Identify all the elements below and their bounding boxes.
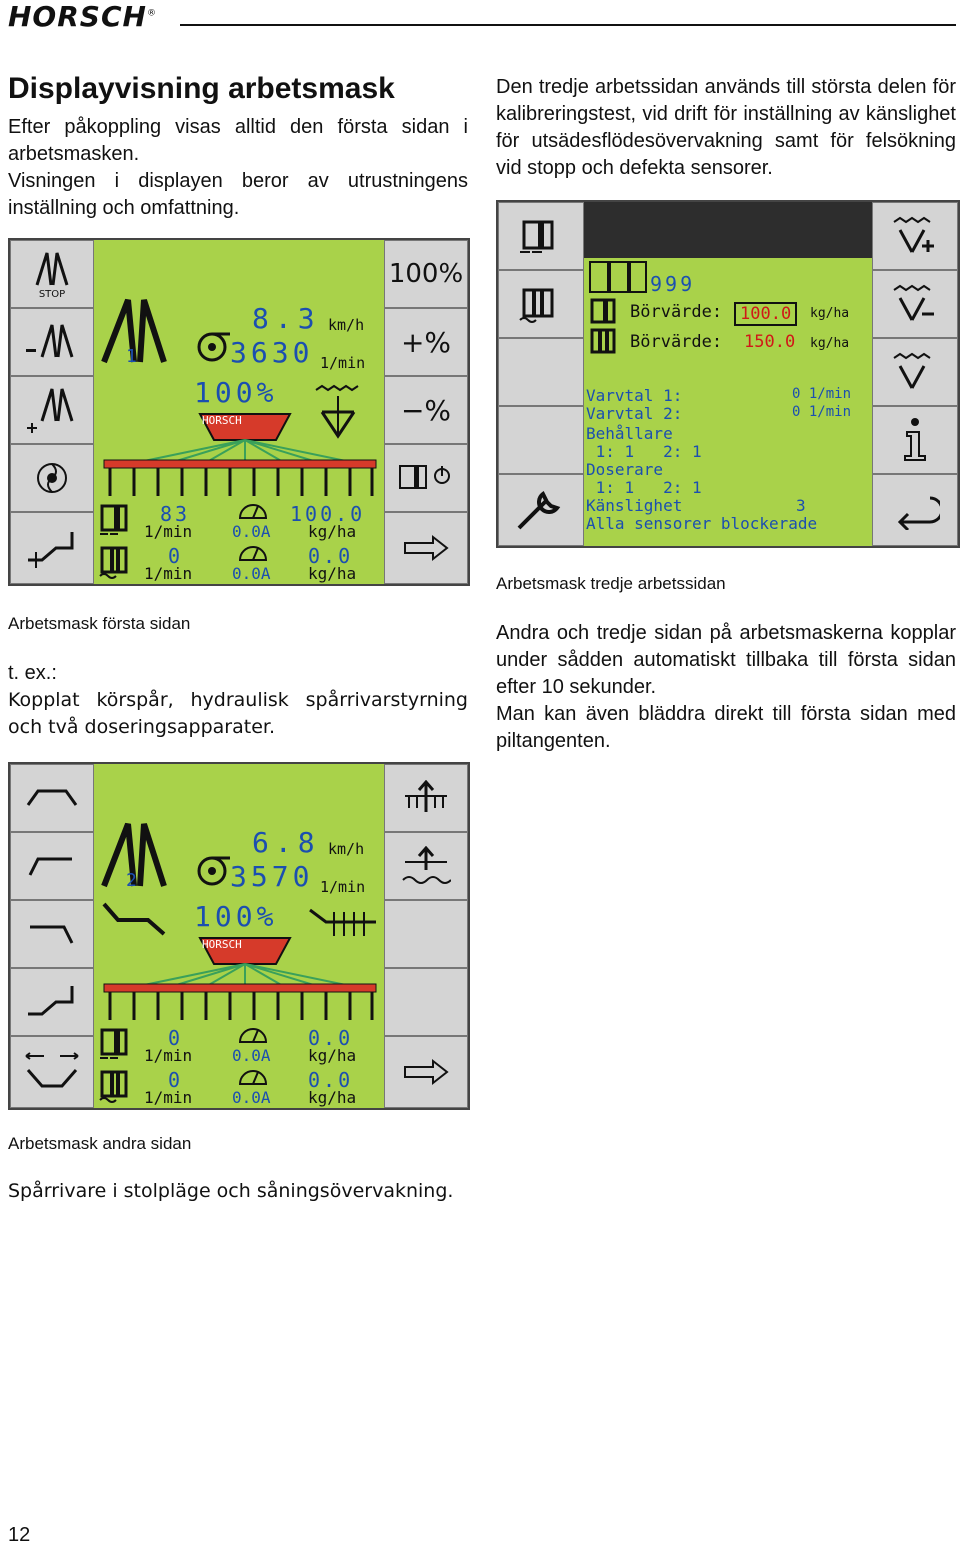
intro-paragraph-2: Visningen i displayen beror av utrustningens inställning och omfattning. — [8, 170, 468, 219]
metering-unit-1-icon — [98, 502, 138, 538]
blower-icon — [192, 330, 232, 364]
metering-1-rate: 0.0 — [308, 1026, 354, 1050]
next-page-button[interactable] — [384, 512, 468, 584]
metering-2-small-icon — [588, 328, 628, 358]
seed-monitor-button[interactable] — [872, 338, 958, 406]
sensitivity-value: 3 — [796, 496, 806, 515]
tramline-minus-icon — [22, 317, 82, 367]
horsch-logo: HORSCH® — [8, 0, 157, 33]
seed-monitor-ground-button[interactable] — [384, 832, 468, 900]
page-number: 12 — [8, 1524, 31, 1546]
metering-2-rpm: 0 — [168, 1068, 181, 1092]
metering-2-rpm: 0 — [168, 544, 181, 568]
marker-both-up-icon — [22, 783, 82, 813]
metering-2-rpm-unit: 1/min — [144, 1088, 193, 1107]
marker-fold-button[interactable] — [10, 1036, 94, 1108]
marker-both-up-button[interactable] — [10, 764, 94, 832]
metering-2-rate-unit: kg/ha — [308, 1088, 357, 1107]
counter-value: 999 — [650, 272, 696, 296]
screen-third-page — [496, 200, 960, 548]
seed-monitor-icon — [890, 352, 940, 392]
dosing-values: 1: 1 2: 1 — [586, 478, 702, 497]
wrench-icon — [513, 486, 569, 534]
metering-unit-2-icon — [98, 544, 138, 580]
right-body — [496, 620, 956, 755]
info-button[interactable] — [872, 406, 958, 474]
metering-1-rpm-unit: 1/min — [144, 1046, 193, 1065]
speed-1-label: Varvtal 1: — [586, 386, 683, 405]
marker-side-button[interactable] — [10, 968, 94, 1036]
metering-1-rate-unit: kg/ha — [308, 522, 357, 541]
empty-button-2[interactable] — [498, 406, 584, 474]
right-intro-paragraph: Den tredje arbetssidan används till största delen för kalibreringstest, vid drift för inställning av känslighet för utsädesflödesövervakning samt för felsökning vid stopp och defekta sensorer. — [496, 76, 956, 179]
metering-2-rate: 0.0 — [308, 1068, 354, 1092]
dosing-label: Doserare — [586, 460, 664, 479]
machine-label: HORSCH — [202, 938, 242, 951]
rate-percent: 100% — [194, 376, 278, 409]
empty-button-3[interactable] — [384, 900, 468, 968]
tramline-plus-icon — [22, 385, 82, 435]
tramline-icon — [27, 249, 77, 289]
caption-first-page: Arbetsmask första sidan — [8, 614, 191, 633]
setpoint-2-label: Börvärde: — [630, 332, 723, 352]
fan-button[interactable] — [10, 444, 94, 512]
metering-1-rate-unit: kg/ha — [308, 1046, 357, 1065]
screen-second-page — [8, 762, 470, 1110]
info-icon — [895, 416, 935, 464]
track-number: 1 — [126, 346, 137, 367]
speed-value: 6.8 — [252, 826, 321, 859]
seed-monitor-toggle-button[interactable] — [384, 764, 468, 832]
empty-button-4[interactable] — [384, 968, 468, 1036]
setpoint-1-value[interactable]: 100.0 — [734, 302, 797, 326]
metering-2-rate-unit: kg/ha — [308, 564, 357, 583]
sensor-status: Alla sensorer blockerade — [586, 514, 818, 533]
marker-left-up-button[interactable] — [10, 832, 94, 900]
lcd-display-2 — [94, 764, 384, 1108]
metering-2-current: 0.0A — [232, 1088, 271, 1107]
metering-1-rpm-unit: 1/min — [144, 522, 193, 541]
machine-label: HORSCH — [202, 414, 242, 427]
rate-100-button[interactable]: 100% — [384, 240, 468, 308]
metering-1-button[interactable] — [498, 202, 584, 270]
lcd-top-strip — [584, 202, 872, 258]
track-number: 2 — [126, 870, 137, 891]
right-body-paragraph-2: Man kan även bläddra direkt till första sidan med piltangenten. — [496, 703, 956, 752]
fan-icon — [32, 458, 72, 498]
rate-percent: 100% — [194, 900, 278, 933]
tank-label: Behållare — [586, 424, 673, 443]
first-page-desc — [8, 660, 468, 741]
screen-first-page — [8, 238, 470, 586]
setpoint-2-unit: kg/ha — [810, 336, 850, 351]
tramline-minus-button[interactable] — [10, 308, 94, 376]
metering-unit-1-icon — [98, 1026, 138, 1062]
second-page-desc — [8, 1178, 468, 1205]
blower-rpm-value: 3630 — [230, 336, 314, 369]
marker-icon — [22, 526, 82, 570]
service-button[interactable] — [498, 474, 584, 546]
marker-right-down-button[interactable] — [10, 900, 94, 968]
marker-left-up-icon — [22, 851, 82, 881]
caption-third-page: Arbetsmask tredje arbetssidan — [496, 574, 726, 593]
seed-monitor-ground-icon — [401, 846, 451, 886]
tramline-graphic — [94, 296, 194, 366]
metering-1-small-icon — [588, 298, 628, 328]
metering-2-rate: 0.0 — [308, 544, 354, 568]
right-intro — [496, 74, 956, 182]
intro-paragraph-1: Efter påkoppling visas alltid den första sidan i arbetsmasken. — [8, 116, 468, 165]
gauge-icon — [236, 1022, 270, 1044]
setpoint-1-label: Börvärde: — [630, 302, 723, 322]
gauge-icon — [236, 1064, 270, 1086]
metering-1-rate: 100.0 — [290, 502, 366, 526]
tramline-plus-button[interactable] — [10, 376, 94, 444]
gauge-icon — [236, 540, 270, 562]
second-page-desc-text: Spårrivare i stolpläge och såningsövervakning. — [8, 1180, 454, 1202]
lcd-display-1 — [94, 240, 384, 584]
speed-1-value: 0 1/min — [792, 386, 852, 402]
setpoint-2-value: 150.0 — [744, 332, 796, 352]
arrow-right-icon — [401, 1057, 451, 1087]
stop-tramline-button[interactable] — [10, 240, 94, 308]
right-body-paragraph-1: Andra och tredje sidan på arbetsmaskerna kopplar under sådden automatiskt tillbaka till första sidan efter 10 sekunder. — [496, 622, 956, 698]
blower-icon — [192, 854, 232, 888]
seed-plus-icon — [890, 216, 940, 256]
blower-rpm-unit: 1/min — [320, 354, 366, 372]
speed-2-label: Varvtal 2: — [586, 404, 683, 423]
rate-plus-button[interactable]: +% — [384, 308, 468, 376]
blower-rpm-unit: 1/min — [320, 878, 366, 896]
marker-fold-icon — [22, 1050, 82, 1094]
sensitivity-label: Känslighet — [586, 496, 683, 515]
setpoint-1-unit: kg/ha — [810, 306, 850, 321]
sensitivity-plus-button[interactable] — [872, 202, 958, 270]
arrow-right-icon — [401, 533, 451, 563]
tramline-graphic — [94, 820, 194, 890]
lcd-display-3 — [584, 202, 872, 546]
return-icon — [890, 490, 940, 530]
gauge-icon — [236, 498, 270, 520]
marker-button[interactable] — [10, 512, 94, 584]
metering-1-rpm: 83 — [160, 502, 191, 526]
empty-button-1[interactable] — [498, 338, 584, 406]
metering-power-button[interactable] — [384, 444, 468, 512]
marker-side-icon — [22, 980, 82, 1024]
metering-2-rpm-unit: 1/min — [144, 564, 193, 583]
next-page-button-2[interactable] — [384, 1036, 468, 1108]
tank-values: 1: 1 2: 1 — [586, 442, 702, 461]
metering-1-current: 0.0A — [232, 522, 271, 541]
marker-right-down-icon — [22, 919, 82, 949]
sensitivity-minus-button[interactable] — [872, 270, 958, 338]
caption-second-page: Arbetsmask andra sidan — [8, 1134, 192, 1153]
example-text: Kopplat körspår, hydraulisk spårrivarstyrning och två doseringsapparater. — [8, 689, 468, 738]
metering-1-icon — [516, 216, 566, 256]
metering-2-current: 0.0A — [232, 564, 271, 583]
metering-2-icon — [516, 284, 566, 324]
metering-1-rpm: 0 — [168, 1026, 181, 1050]
metering-unit-2-icon — [98, 1068, 138, 1104]
metering-power-icon — [396, 458, 456, 498]
metering-1-current: 0.0A — [232, 1046, 271, 1065]
blower-rpm-value: 3570 — [230, 860, 314, 893]
speed-unit: km/h — [328, 316, 365, 334]
example-prefix: t. ex.: — [8, 662, 57, 684]
page-title: Displayvisning arbetsmask — [8, 72, 395, 105]
header-rule — [180, 24, 956, 26]
stop-label: STOP — [38, 288, 66, 300]
speed-value: 8.3 — [252, 302, 321, 335]
speed-2-value: 0 1/min — [792, 404, 852, 420]
rate-minus-button[interactable]: −% — [384, 376, 468, 444]
seed-monitor-up-icon — [401, 780, 451, 816]
back-button[interactable] — [872, 474, 958, 546]
seed-minus-icon — [890, 284, 940, 324]
metering-2-button[interactable] — [498, 270, 584, 338]
counter-icon — [588, 260, 648, 296]
speed-unit: km/h — [328, 840, 365, 858]
left-intro — [8, 114, 468, 222]
